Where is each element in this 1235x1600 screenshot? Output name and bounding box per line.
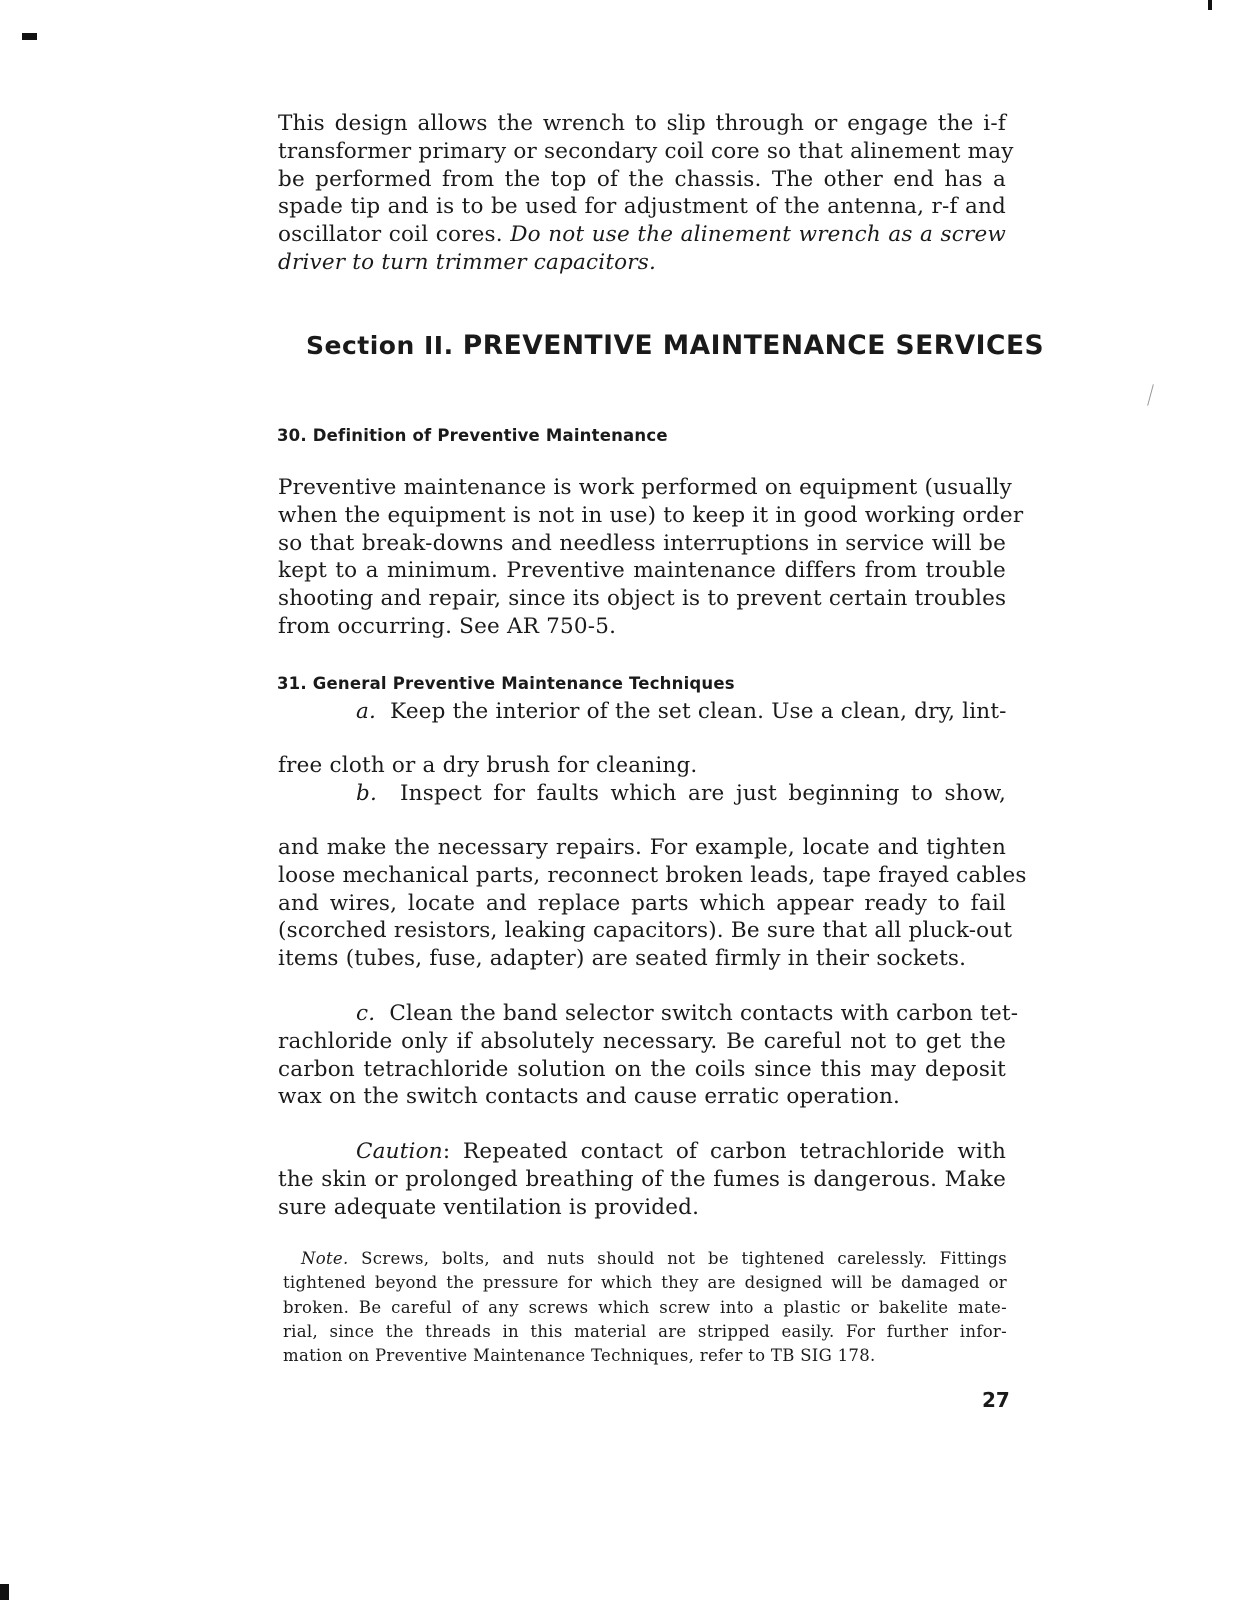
text-line: loose mechanical parts, reconnect broken leads, tape frayed cables — [278, 862, 1027, 888]
note-text: Screws, bolts, and nuts should not be tightened carelessly. Fittings — [348, 1249, 1007, 1268]
intro-paragraph — [278, 110, 1014, 277]
text-line: and make the necessary repairs. For example, locate and tighten — [278, 835, 1006, 860]
item-a-text: Keep the interior of the set clean. Use a clean, dry, lint- — [390, 699, 1007, 724]
note-label: Note. — [301, 1249, 349, 1268]
item-c — [278, 1000, 1019, 1111]
item-c-text: Clean the band selector switch contacts with carbon tet- — [389, 1001, 1019, 1026]
caution-block — [278, 1138, 1006, 1221]
text-line: (scorched resistors, leaking capacitors). Be sure that all pluck-out — [278, 918, 1013, 944]
text-line: wax on the switch contacts and cause erratic operation. — [278, 1084, 901, 1110]
italic-warning: Do not use the alinement wrench as a screw — [510, 222, 1006, 248]
text-line: rachloride only if absolutely necessary. Be careful not to get the — [278, 1028, 1006, 1054]
text-line: items (tubes, fuse, adapter) are seated firmly in their sockets. — [278, 946, 967, 972]
caution-text: : Repeated contact of carbon tetrachloride with — [442, 1139, 1006, 1164]
note-line: mation on Preventive Maintenance Techniques, refer to TB SIG 178. — [283, 1346, 876, 1366]
caution-label: Caution — [356, 1139, 443, 1164]
note-line: rial, since the threads in this material are stripped easily. For further infor- — [283, 1321, 1007, 1341]
item-b-letter: b. — [356, 781, 377, 806]
note-block — [283, 1247, 1007, 1368]
text-line: kept to a minimum. Preventive maintenance differs from trouble — [278, 558, 1006, 584]
page-number: 27 — [982, 1388, 1010, 1412]
text-line: the skin or prolonged breathing of the fumes is dangerous. Make — [278, 1166, 1006, 1192]
text-line: when the equipment is not in use) to keep it in good working order — [278, 502, 1024, 528]
item-b-continued — [278, 834, 1027, 973]
section-heading — [306, 330, 1044, 361]
item-b-text: Inspect for faults which are just beginning to show, — [399, 781, 1006, 806]
text-line: free cloth or a dry brush for cleaning. — [278, 753, 698, 778]
note-line: broken. Be careful of any screws which screw into a plastic or bakelite mate- — [283, 1297, 1007, 1317]
item-a-first-line — [278, 698, 1006, 726]
text-line: Preventive maintenance is work performed on equipment (usually — [278, 475, 1012, 500]
item-c-first-line — [278, 1000, 1019, 1028]
scan-mark-top-left — [22, 33, 37, 40]
paragraph-30-body — [278, 474, 1024, 641]
paragraph-31-heading: 31. General Preventive Maintenance Techniques — [277, 674, 735, 693]
section-prefix: Section II. — [306, 331, 454, 360]
text-normal: oscillator coil cores. — [278, 222, 511, 248]
italic-warning-end: driver to turn trimmer capacitors. — [278, 249, 657, 275]
text-line: from occurring. See AR 750-5. — [278, 613, 617, 639]
paragraph-30-heading: 30. Definition of Preventive Maintenance — [277, 426, 668, 445]
text-line: spade tip and is to be used for adjustment of the antenna, r-f and — [278, 194, 1006, 220]
text-line: sure adequate ventilation is provided. — [278, 1194, 700, 1220]
scan-mark-top-right — [1208, 0, 1212, 10]
text-line: carbon tetrachloride solution on the coils since this may deposit — [278, 1056, 1006, 1082]
item-b — [278, 780, 1006, 808]
text-line: and wires, locate and replace parts which appear ready to fail — [278, 890, 1006, 916]
scan-mark-bottom-left — [0, 1584, 9, 1600]
scan-mark-slash — [1147, 384, 1154, 406]
text-line-mixed — [278, 221, 1006, 249]
item-a-letter: a. — [356, 699, 377, 724]
text-line: This design allows the wrench to slip through or engage the i-f — [278, 111, 1006, 136]
section-title: PREVENTIVE MAINTENANCE SERVICES — [462, 330, 1045, 361]
note-first-line — [283, 1247, 1007, 1271]
note-line: tightened beyond the pressure for which they are designed will be damaged or — [283, 1273, 1007, 1293]
item-a-continued — [278, 752, 1006, 780]
text-line: shooting and repair, since its object is to prevent certain troubles — [278, 586, 1007, 612]
text-line: transformer primary or secondary coil core so that alinement may — [278, 138, 1014, 164]
text-line: so that break-downs and needless interruptions in service will be — [278, 530, 1006, 556]
item-b-first-line — [278, 780, 1006, 808]
item-c-letter: c. — [356, 1001, 376, 1026]
item-a — [278, 698, 1006, 726]
text-line: be performed from the top of the chassis. The other end has a — [278, 166, 1006, 192]
caution-first-line — [278, 1138, 1006, 1166]
